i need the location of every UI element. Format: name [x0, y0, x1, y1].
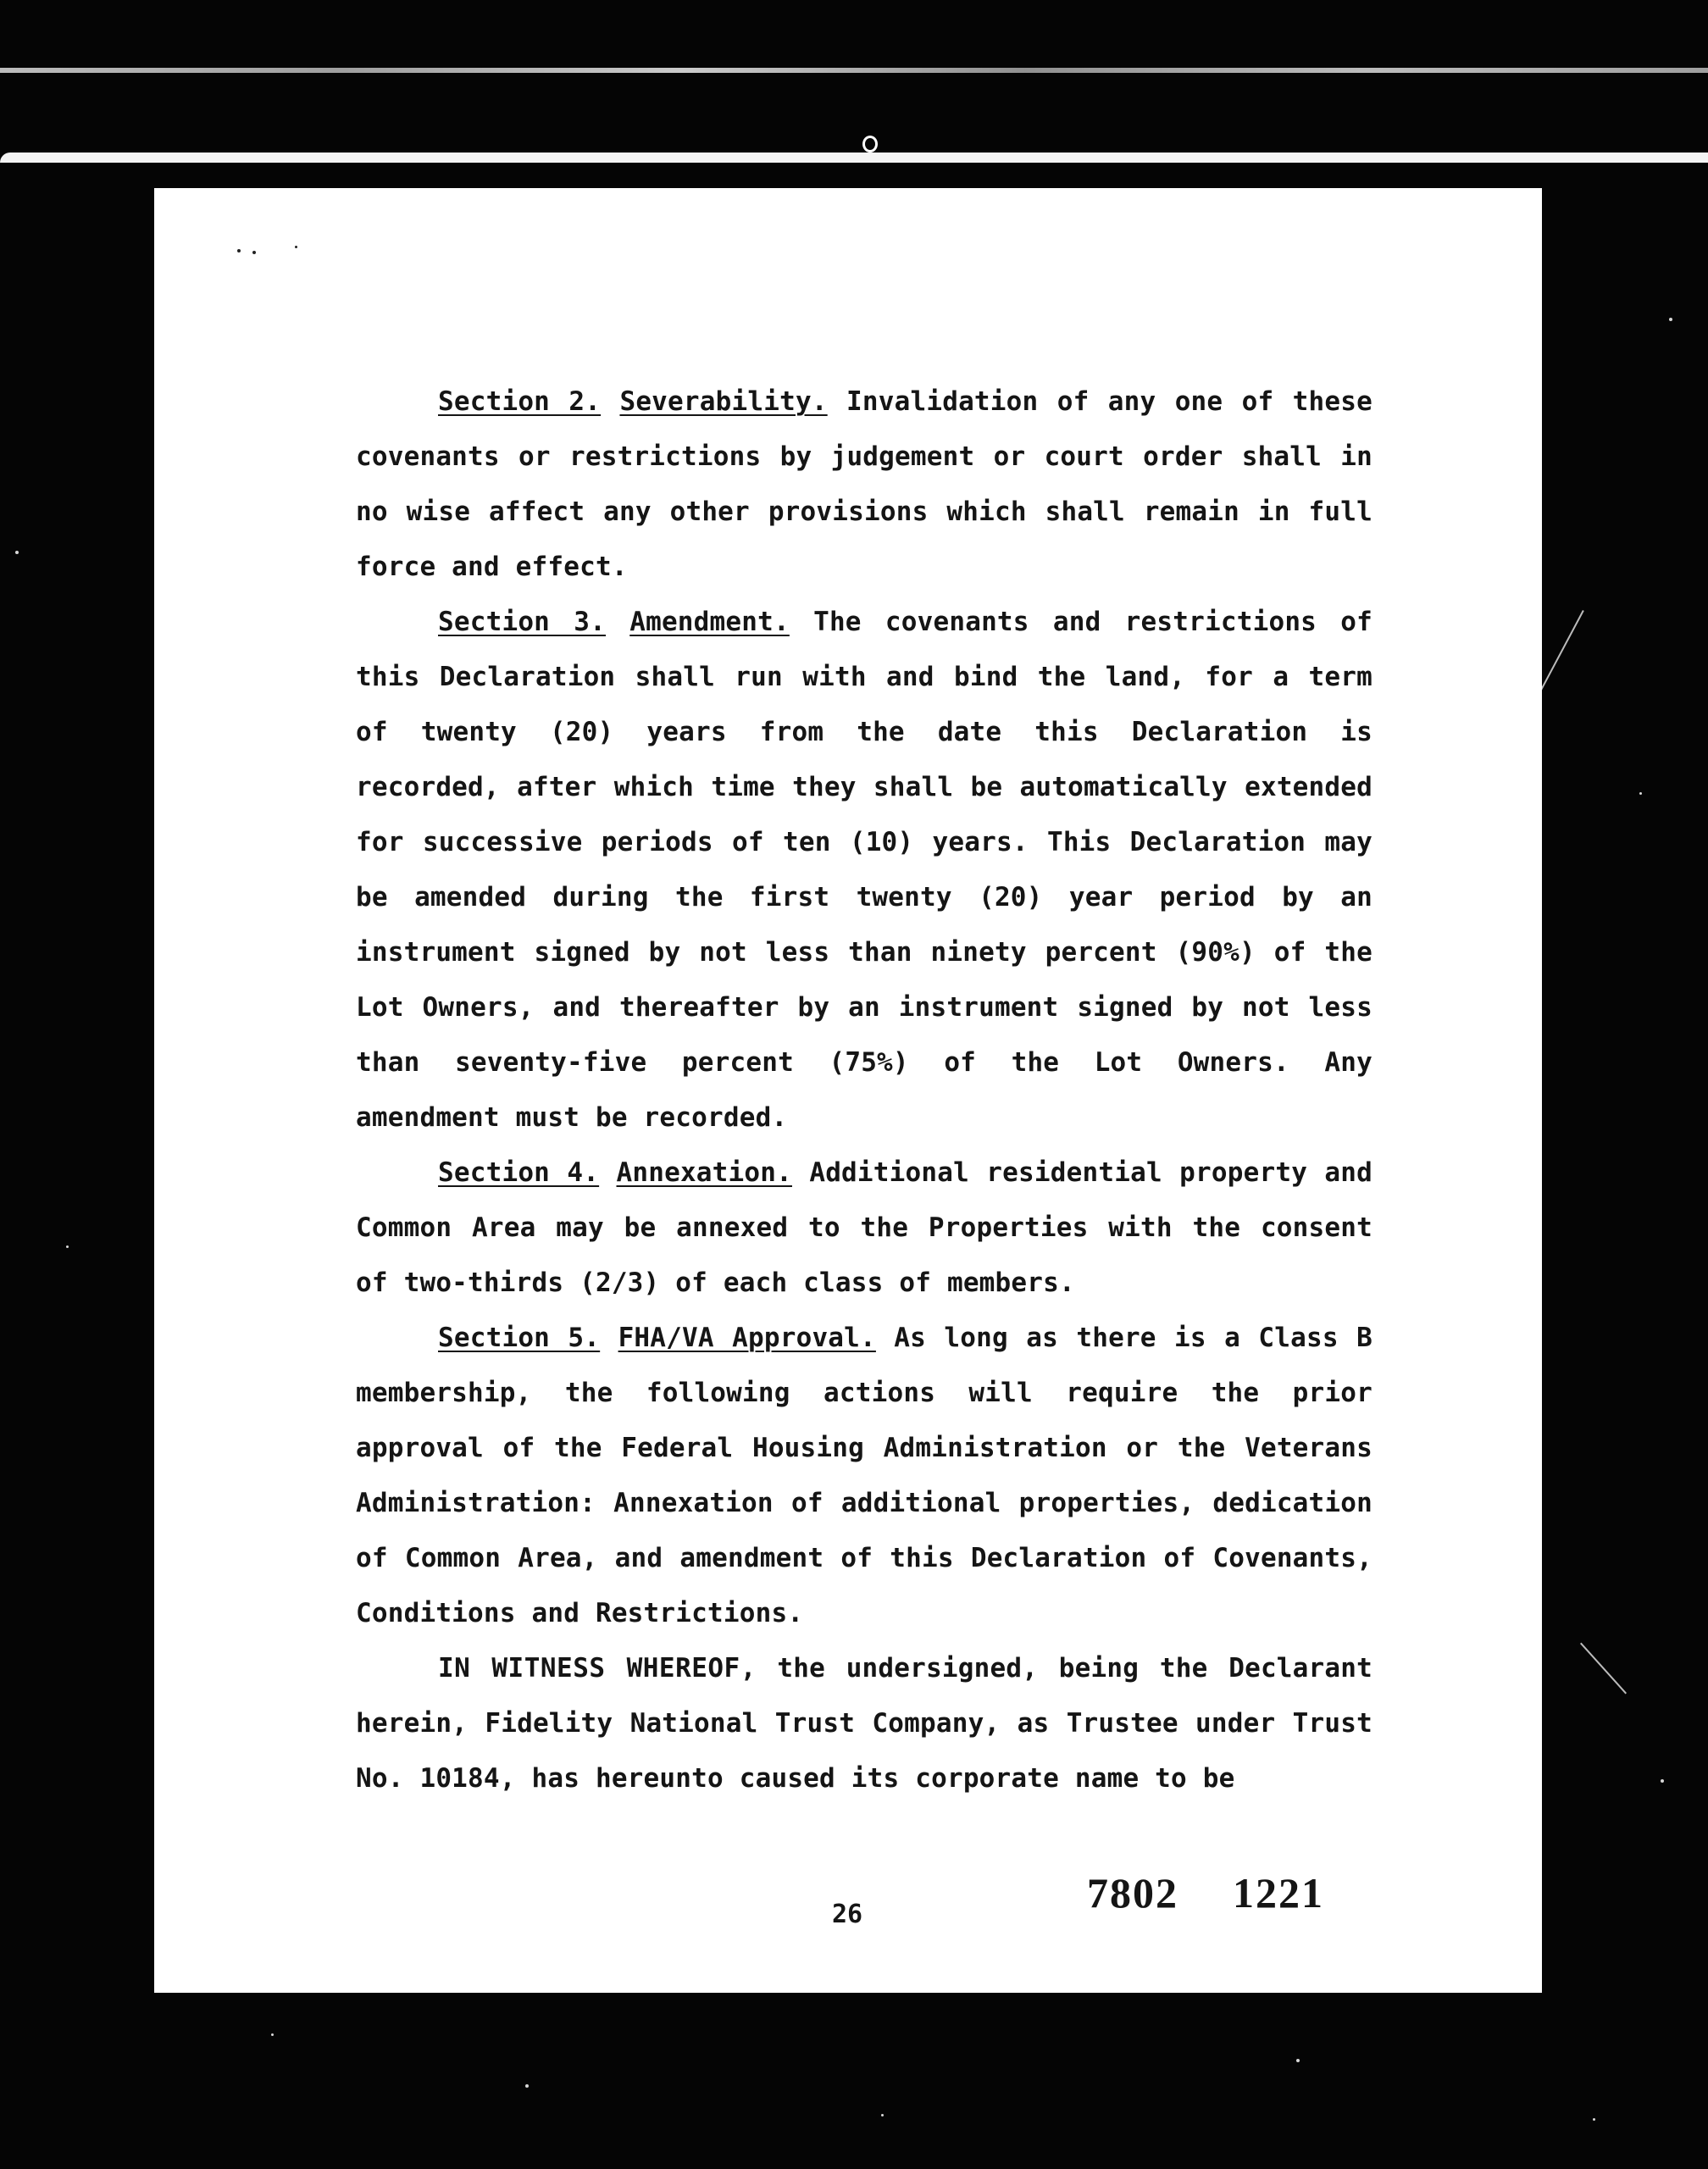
section-3-paragraph — [356, 595, 1372, 1146]
section-4-title: Annexation. — [616, 1157, 792, 1188]
section-3-heading: Section 3. — [438, 607, 606, 637]
section-5-paragraph — [356, 1311, 1372, 1641]
page-number: 26 — [832, 1900, 863, 1929]
scan-top-edge — [0, 153, 1708, 163]
recording-book-number: 7802 — [1087, 1869, 1178, 1917]
section-5-heading: Section 5. — [438, 1323, 601, 1353]
scan-scratch — [1580, 1643, 1627, 1695]
scan-speck — [1669, 318, 1672, 321]
scan-speck — [881, 2114, 884, 2116]
witness-text: , the undersigned, being the Declarant herein, Fidelity National Trust Company, as Trustee under Trust No. 10184, has hereunto caused its corporate name to be — [356, 1653, 1372, 1794]
document-page — [154, 188, 1542, 1993]
section-4-heading: Section 4. — [438, 1157, 600, 1188]
section-2-heading: Section 2. — [438, 386, 602, 417]
section-2-text: Invalidation of any one of these covenants or restrictions by judgement or court order shall in no wise affect any other provisions which shall remain in full force and effect. — [356, 386, 1372, 582]
section-4-paragraph — [356, 1146, 1372, 1311]
section-3-text: The covenants and restrictions of this Declaration shall run with and bind the land, for a term of twenty (20) years from the date this Declaration is recorded, after which time they shall be automatically extended for successive periods of ten (10) years. This Declaration may be amended during the first twenty (20) year period by an instrument signed by not less than ninety percent (90%) of the Lot Owners, and thereafter by an instrument signed by not less than seventy-five percent (75%) of the Lot Owners. Any amendment must be recorded. — [356, 607, 1372, 1133]
scan-speck — [1661, 1779, 1664, 1783]
document-body — [356, 374, 1372, 1806]
section-4-text: Additional residential property and Common Area may be annexed to the Properties with the consent of two-thirds (2/3) of each class of members. — [356, 1157, 1372, 1298]
section-2-paragraph — [356, 374, 1372, 595]
scan-speck — [1639, 792, 1642, 795]
page-speck — [237, 249, 241, 252]
recording-number — [1087, 1868, 1324, 1917]
scan-speck — [66, 1245, 69, 1248]
section-5-text: As long as there is a Class B membership, the following actions will require the prior approval of the Federal Housing Administration or the Veterans Administration: Annexation of additional properties, dedication of Common Area, and amendment of this Declaration of Covenants, Conditions and Restrictions. — [356, 1323, 1372, 1628]
scan-speck — [1296, 2059, 1300, 2062]
scan-speck — [1593, 2118, 1595, 2121]
scan-speck — [525, 2084, 529, 2088]
section-5-title: FHA/VA Approval. — [618, 1323, 876, 1353]
witness-paragraph — [356, 1641, 1372, 1806]
scan-hole-mark — [862, 136, 878, 153]
scan-speck — [271, 2033, 274, 2036]
scan-top-band — [0, 68, 1708, 73]
scan-speck — [15, 551, 19, 554]
page-speck — [295, 246, 297, 248]
section-3-title: Amendment. — [629, 607, 790, 637]
page-speck — [252, 251, 256, 254]
recording-page-number: 1221 — [1233, 1869, 1324, 1917]
section-2-title: Severability. — [619, 386, 828, 417]
witness-heading: IN WITNESS WHEREOF — [438, 1653, 740, 1684]
